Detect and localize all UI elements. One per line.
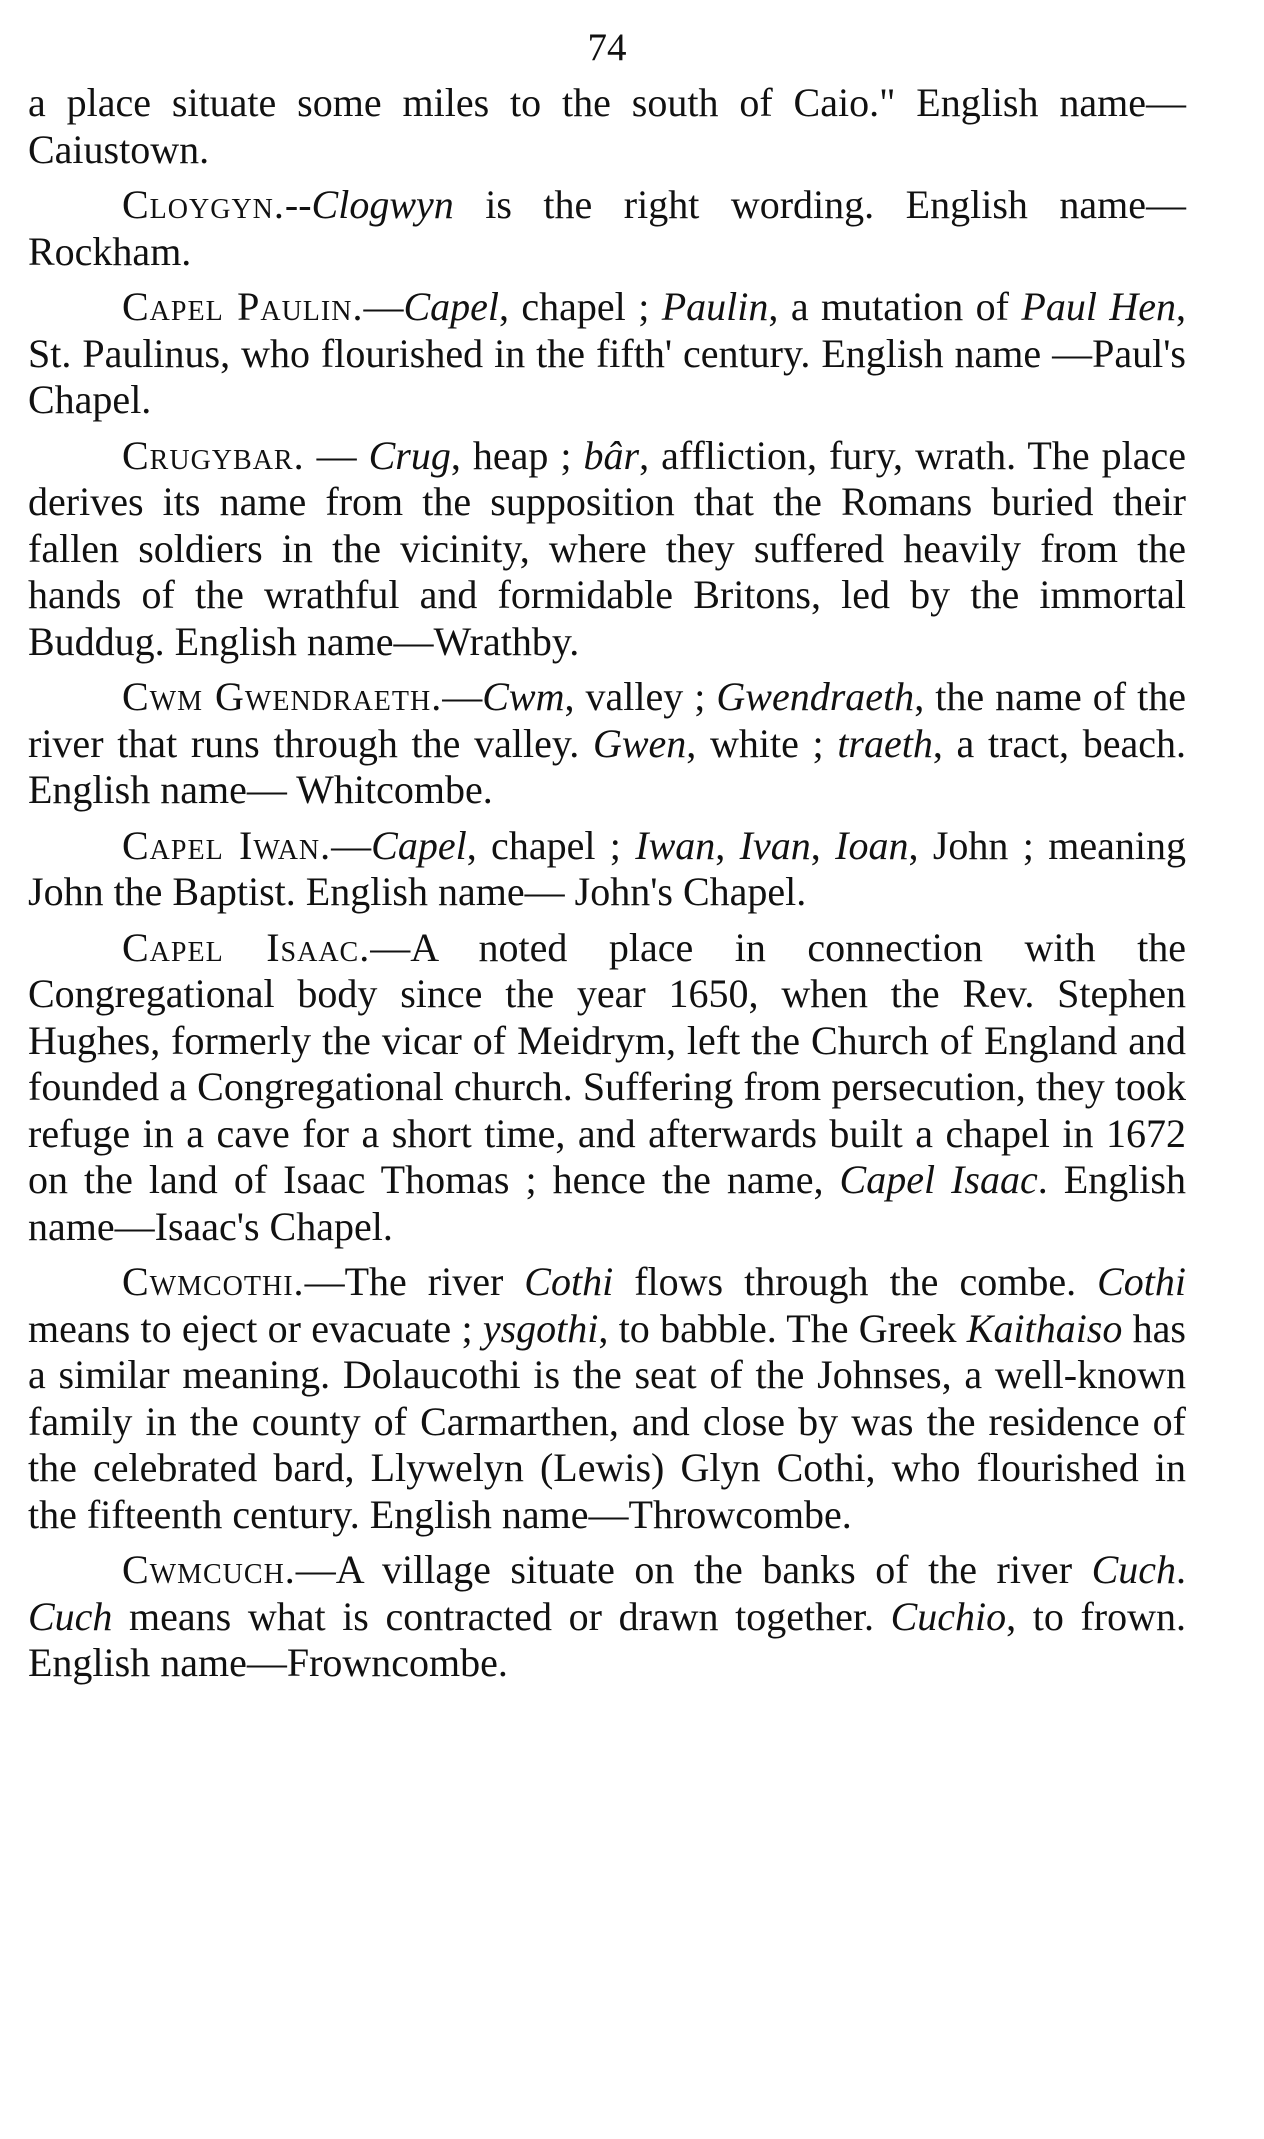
entry-heading: Cwm Gwendraeth. [122, 674, 443, 719]
entry-text: —A noted place in connection with the Congregational body since the year 1650, when the Rev. Stephen Hughes, formerly the vicar of Meidrym, left the Church of England and founded a Congregational church. Suffering from persecution, they took refuge in a cave for a short time, and afterwards built a chapel in 1672 on the land of Isaac Thomas ; hence the name, [28, 924, 1186, 1202]
entry-term: traeth [837, 720, 933, 766]
entry-paragraph [28, 182, 1186, 275]
entry-paragraph [28, 1259, 1186, 1538]
entry-heading: Cwmcothi. [122, 1259, 305, 1304]
entry-text: , the name of the river that runs through the valley. [28, 674, 1186, 766]
entry-text: —The river [304, 1259, 525, 1304]
entry-text: — [331, 822, 372, 868]
entry-text: flows through the combe. [613, 1259, 1098, 1304]
entries-list [28, 80, 1186, 1687]
entry-term: ysgothi [482, 1305, 599, 1351]
entry-text: , [715, 822, 740, 868]
entry-paragraph [28, 80, 1186, 173]
entry-term: Capel [371, 822, 467, 868]
entry-paragraph [28, 823, 1186, 916]
entry-text: . English name—Isaac's Chapel. [28, 1157, 1186, 1249]
entry-term: Iwan [635, 822, 716, 868]
entry-text: , John ; meaning John the Baptist. English name— John's Chapel. [28, 822, 1186, 914]
book-page [28, 20, 1186, 1696]
entry-paragraph [28, 674, 1186, 814]
entry-term: Cuchio [890, 1593, 1007, 1639]
entry-term: Paul Hen [1021, 284, 1176, 329]
entry-term: Kaithaiso [966, 1305, 1123, 1351]
entry-term: Ioan [835, 822, 909, 868]
entry-text: , [810, 822, 836, 868]
entry-text: . [1176, 1547, 1186, 1592]
entry-heading: Capel Isaac. [122, 924, 371, 970]
entry-text: — [442, 674, 483, 719]
entry-term: Cothi [524, 1259, 614, 1304]
entry-term: Ivan [739, 822, 811, 868]
entry-text: , heap ; [450, 432, 584, 478]
entry-term: Crug [368, 432, 451, 478]
entry-text: , St. Paulinus, who flourished in the fifth' century. English name —Paul's Chapel. [28, 284, 1186, 422]
entry-heading: Crugybar. [122, 432, 305, 478]
entry-heading: Cloygyn. [122, 182, 285, 227]
entry-text: , valley ; [564, 674, 717, 719]
entry-term: Cuch [28, 1593, 113, 1639]
entry-text: — [304, 432, 369, 478]
entry-text: , to frown. English name—Frowncombe. [28, 1593, 1187, 1685]
entry-term: Cwm [482, 674, 565, 719]
entry-text: means to eject or evacuate ; [28, 1305, 483, 1351]
entry-text: -- [284, 182, 312, 227]
entry-term: Cothi [1097, 1259, 1186, 1304]
entry-text: —A village situate on the banks of the river [295, 1547, 1092, 1592]
entry-text: , a mutation of [768, 284, 1022, 329]
entry-term: bâr [583, 432, 640, 478]
entry-term: Paulin [661, 284, 769, 329]
entry-term: Capel Isaac [839, 1157, 1038, 1202]
entry-paragraph [28, 433, 1186, 666]
entry-text: has a similar meaning. Dolaucothi is the seat of the Johnses, a well-known family in the county of Carmarthen, and close by was the residence of the celebrated bard, Llywelyn (Lewis) Glyn Cothi, who flourished in the fifteenth century. English name—Throwcombe. [28, 1305, 1186, 1537]
entry-term: Gwen [592, 720, 687, 766]
entry-term: Clogwyn [311, 182, 454, 227]
entry-text: a place situate some miles to the south of Caio." English name—Caiustown. [28, 80, 1186, 172]
entry-text: , a tract, beach. English name— Whitcombe. [28, 720, 1186, 812]
page-number: 74 [587, 26, 627, 69]
entry-term: Capel [403, 284, 499, 329]
entry-text: — [363, 284, 404, 329]
entry-text: , affliction, fury, wrath. The place derives its name from the supposition that the Romans buried their fallen soldiers in the vicinity, where they suffered heavily from the hands of the wrathful and formidable Britons, led by the immortal Buddug. English name—Wrathby. [28, 432, 1187, 664]
entry-text: means what is contracted or drawn together. [112, 1593, 891, 1639]
entry-text: , chapel ; [466, 822, 636, 868]
entry-heading: Capel Iwan. [122, 822, 332, 868]
entry-text: , white ; [686, 720, 838, 766]
entry-paragraph [28, 925, 1186, 1251]
entry-heading: Cwmcuch. [122, 1547, 296, 1592]
entry-text: is the right wording. English name—Rockham. [28, 182, 1186, 274]
entry-heading: Capel Paulin. [122, 284, 364, 329]
entry-term: Cuch [1091, 1547, 1176, 1592]
entry-text: , chapel ; [498, 284, 662, 329]
entry-paragraph [28, 1547, 1186, 1687]
entry-term: Gwendraeth [716, 674, 915, 719]
entry-text: , to babble. The Greek [598, 1305, 967, 1351]
entry-paragraph [28, 284, 1186, 424]
